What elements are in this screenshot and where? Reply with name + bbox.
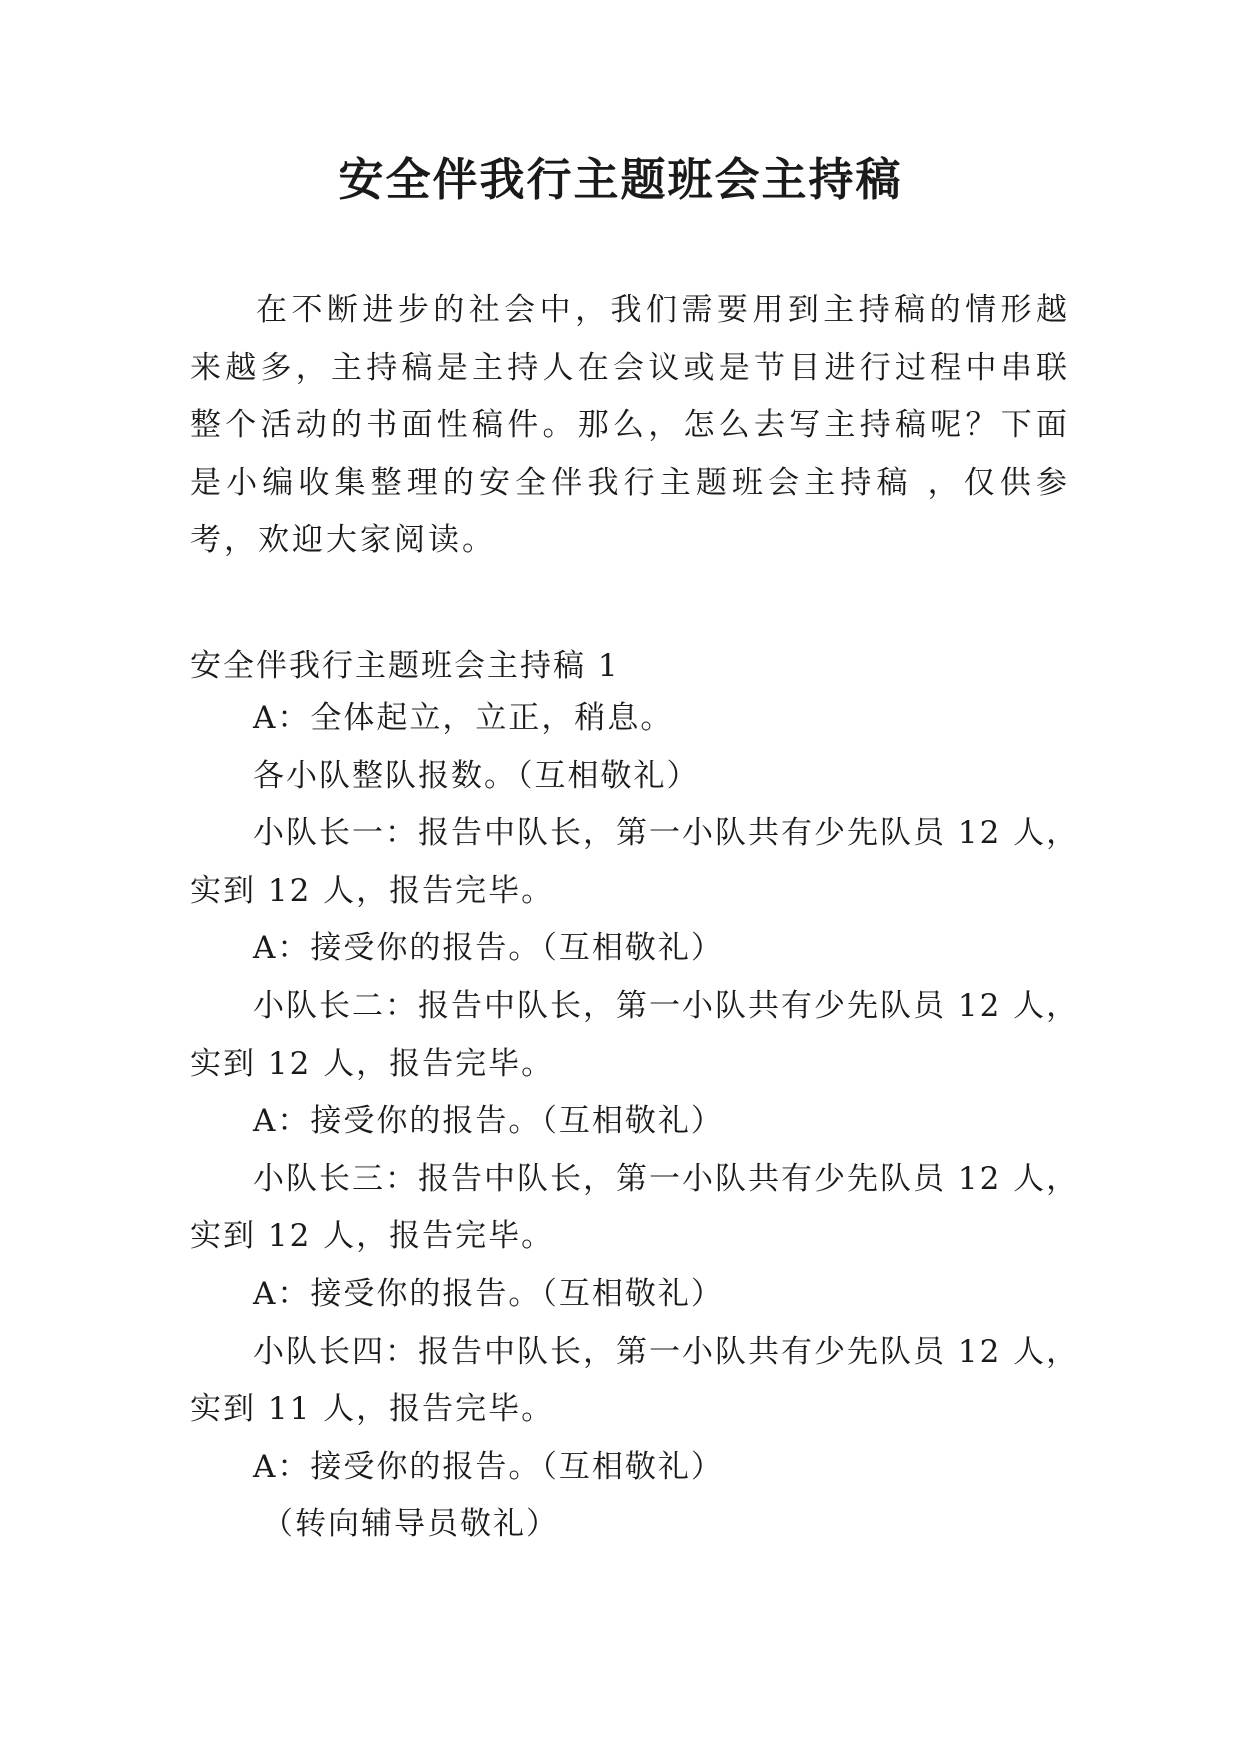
document-title: 安全伴我行主题班会主持稿 — [338, 153, 903, 206]
script-line: 实到 12 人，报告完毕。 — [190, 1218, 555, 1255]
script-line: A：接受你的报告。（互相敬礼） — [253, 930, 724, 967]
script-body — [190, 690, 1080, 1554]
script-line: 实到 12 人，报告完毕。 — [190, 872, 555, 909]
script-line: A：接受你的报告。（互相敬礼） — [253, 1275, 724, 1312]
script-line: 小队长一：报告中队长，第一小队共有少先队员 12 人， — [253, 815, 1080, 852]
script-line: A：接受你的报告。（互相敬礼） — [253, 1448, 724, 1485]
script-line: 小队长三：报告中队长，第一小队共有少先队员 12 人， — [253, 1160, 1080, 1197]
script-line: 实到 12 人，报告完毕。 — [190, 1045, 555, 1082]
script-line: 实到 11 人，报告完毕。 — [190, 1391, 555, 1428]
script-line: 小队长四：报告中队长，第一小队共有少先队员 12 人， — [253, 1333, 1080, 1370]
script-line: 各小队整队报数。（互相敬礼） — [253, 757, 700, 794]
script-line: A：接受你的报告。（互相敬礼） — [253, 1103, 724, 1140]
script-line: （转向辅导员敬礼） — [262, 1506, 559, 1543]
section-heading: 安全伴我行主题班会主持稿 1 — [190, 648, 620, 684]
intro-paragraph: 在不断进步的社会中，我们需要用到主持稿的情形越来越多，主持稿是主持人在会议或是节目进行过程中串联整个活动的书面性稿件。那么，怎么去写主持稿呢？下面是小编收集整理的安全伴我行主题班会主持稿 ，仅供参考，欢迎大家阅读。 — [190, 292, 1070, 559]
script-line: 小队长二：报告中队长，第一小队共有少先队员 12 人， — [253, 987, 1080, 1024]
script-line: A：全体起立，立正，稍息。 — [253, 700, 674, 736]
